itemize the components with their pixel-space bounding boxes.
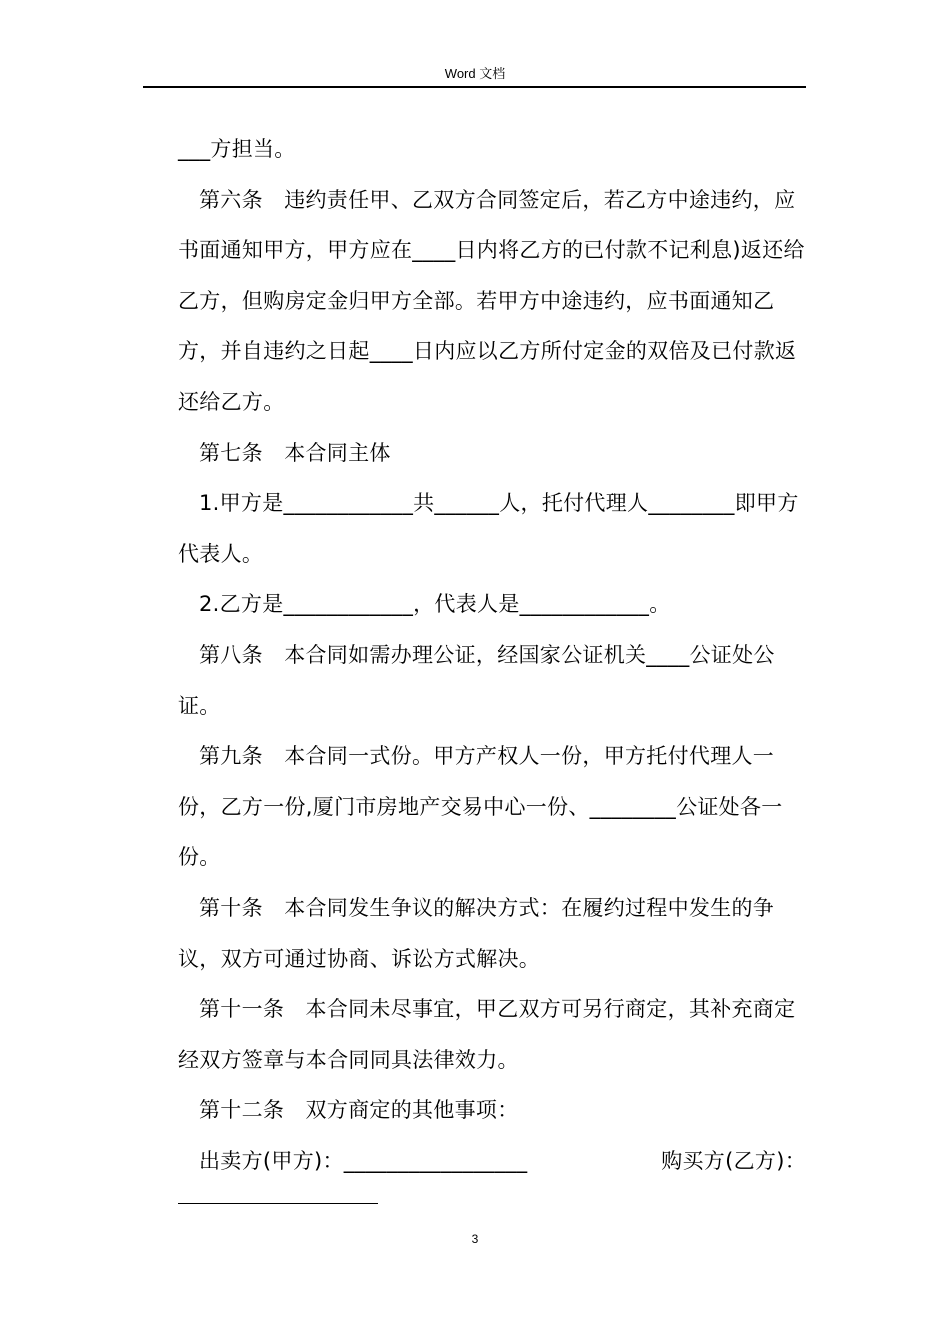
buyer-signature: 购买方(乙方)： bbox=[661, 1148, 806, 1173]
article-8-notarization: 第八条 本合同如需办理公证，经国家公证机关____公证处公证。 bbox=[178, 642, 775, 718]
paragraph-continuation: ___方担当。 bbox=[178, 137, 296, 161]
article-6-breach-liability: 第六条 违约责任甲、乙双方合同签定后，若乙方中途违约，应书面通知甲方，甲方应在____日内将乙方的已付款不记利息)返还给乙方，但购房定金归甲方全部。若甲方中途违约，应书面通知乙方，并自违约之日起____日内应以乙方所付定金的双倍及已付款返还给乙方。 bbox=[178, 187, 805, 414]
party-b-clause: 2.乙方是____________，代表人是____________。 bbox=[199, 592, 671, 617]
article-12-other-matters: 第十二条 双方商定的其他事项： bbox=[199, 1098, 519, 1123]
page-number: 3 bbox=[471, 1232, 479, 1246]
buyer-signature-blank bbox=[178, 1203, 378, 1204]
article-7-heading: 第七条 本合同主体 bbox=[199, 440, 391, 465]
article-10-disputes: 第十条 本合同发生争议的解决方式：在履约过程中发生的争议，双方可通过协商、诉讼方式解决。 bbox=[178, 895, 775, 971]
article-11-supplements: 第十一条 本合同未尽事宜，甲乙双方可另行商定，其补充商定经双方签章与本合同同具法律效力。 bbox=[178, 997, 796, 1072]
header-divider bbox=[143, 86, 806, 88]
party-a-clause: 1.甲方是____________共______人，托付代理人________即甲方代表人。 bbox=[178, 491, 799, 566]
article-9-copies: 第九条 本合同一式份。甲方产权人一份，甲方托付代理人一份，乙方一份,厦门市房地产交易中心一份、________公证处各一份。 bbox=[178, 744, 783, 870]
signature-line bbox=[178, 1136, 806, 1187]
seller-signature: 出卖方(甲方)：_________________ bbox=[199, 1148, 528, 1173]
document-body bbox=[178, 124, 806, 1186]
page-header: Word 文档 bbox=[444, 66, 506, 81]
